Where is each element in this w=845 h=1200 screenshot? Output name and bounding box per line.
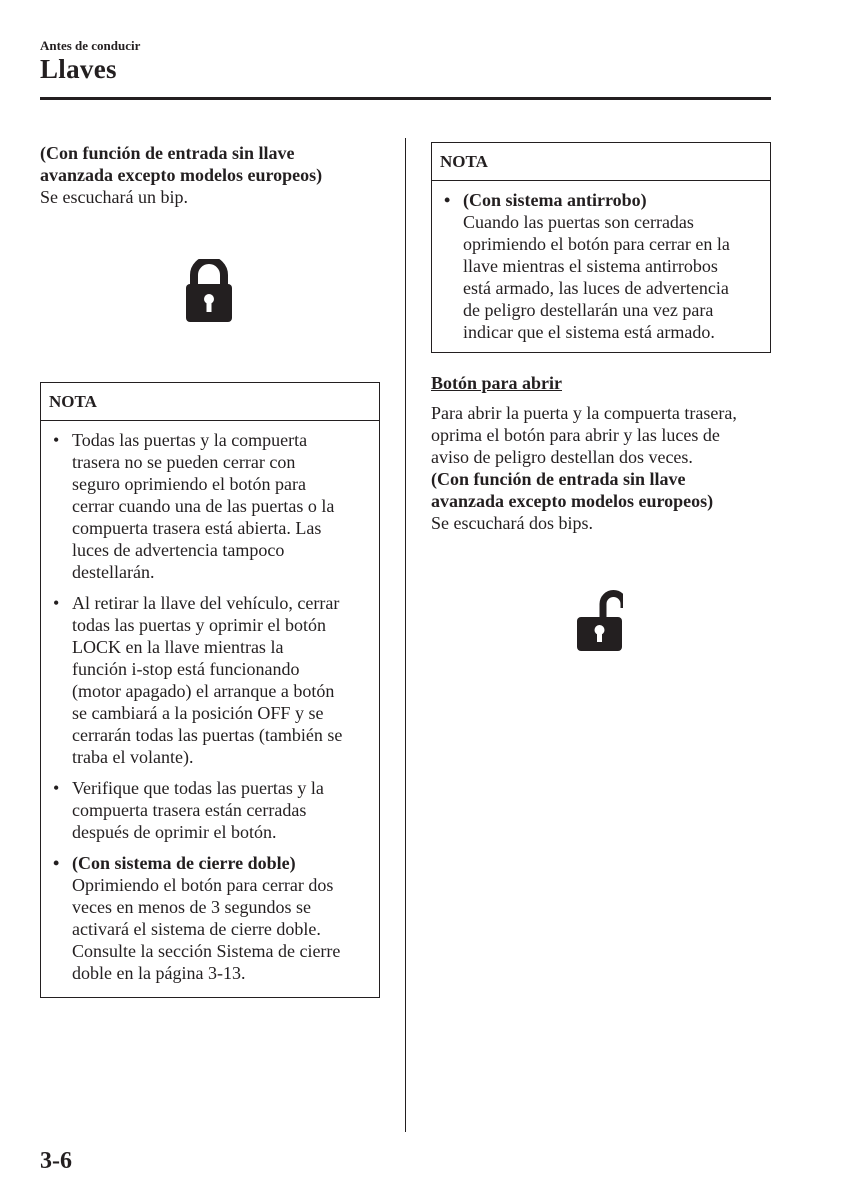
note-line: LOCK en la llave mientras la <box>72 637 284 657</box>
paragraph-line: oprima el botón para abrir y las luces de <box>431 425 720 445</box>
list-item <box>41 429 379 583</box>
note-line: activará el sistema de cierre doble. <box>72 919 321 939</box>
note-line: Cuando las puertas son cerradas <box>463 212 694 232</box>
bullet: • <box>53 778 60 798</box>
bullet: • <box>53 430 60 450</box>
subheading-unlock-button: Botón para abrir <box>431 373 563 393</box>
list-item <box>41 592 379 768</box>
note-line: Consulte la sección Sistema de cierre <box>72 941 341 961</box>
note-line: luces de advertencia tampoco <box>72 540 285 560</box>
note-line: doble en la página 3-13. <box>72 963 246 983</box>
note-line: destellarán. <box>72 562 155 582</box>
note-line: cerrar cuando una de las puertas o la <box>72 496 335 516</box>
paragraph-line: Para abrir la puerta y la compuerta trasera, <box>431 403 737 423</box>
right-note-list <box>432 181 770 343</box>
open-padlock-icon <box>577 586 623 652</box>
page-number: 3-6 <box>40 1148 72 1174</box>
right-body <box>431 372 781 534</box>
list-item <box>432 189 770 343</box>
paragraph-line: aviso de peligro destellan dos veces. <box>431 447 693 467</box>
left-note-box <box>40 382 380 998</box>
note-item-heading: (Con sistema antirrobo) <box>463 190 647 210</box>
cond-heading-line-1: (Con función de entrada sin llave <box>431 469 686 489</box>
bullet: • <box>53 593 60 613</box>
right-note-box <box>431 142 771 353</box>
note-line: después de oprimir el botón. <box>72 822 277 842</box>
note-line: trasera no se pueden cerrar con <box>72 452 296 472</box>
bullet: • <box>444 190 451 210</box>
note-item-heading: (Con sistema de cierre doble) <box>72 853 296 873</box>
note-line: Oprimiendo el botón para cerrar dos <box>72 875 334 895</box>
column-divider <box>405 138 406 1132</box>
bullet: • <box>53 853 60 873</box>
closed-padlock-icon <box>185 259 233 323</box>
note-line: Al retirar la llave del vehículo, cerrar <box>72 593 340 613</box>
cond-heading-line-2: avanzada excepto modelos europeos) <box>431 491 714 511</box>
note-line: indicar que el sistema está armado. <box>463 322 715 342</box>
right-note-title: NOTA <box>432 143 770 181</box>
note-line: Todas las puertas y la compuerta <box>72 430 308 450</box>
intro-text: Se escuchará un bip. <box>40 187 188 207</box>
header-rule <box>40 97 771 100</box>
left-note-list <box>41 421 379 984</box>
left-note-title: NOTA <box>41 383 379 421</box>
intro-heading-line-2: avanzada excepto modelos europeos) <box>40 165 323 185</box>
note-line: oprimiendo el botón para cerrar en la <box>463 234 730 254</box>
page-title: Llaves <box>40 54 117 84</box>
note-line: seguro oprimiendo el botón para <box>72 474 306 494</box>
note-line: de peligro destellarán una vez para <box>463 300 714 320</box>
note-line: compuerta trasera están cerradas <box>72 800 307 820</box>
note-line: todas las puertas y oprimir el botón <box>72 615 326 635</box>
note-line: cerrarán todas las puertas (también se <box>72 725 343 745</box>
note-line: Verifique que todas las puertas y la <box>72 778 324 798</box>
left-intro <box>40 142 390 208</box>
list-item <box>41 852 379 984</box>
note-line: está armado, las luces de advertencia <box>463 278 729 298</box>
cond-text: Se escuchará dos bips. <box>431 513 593 533</box>
note-line: traba el volante). <box>72 747 194 767</box>
list-item <box>41 777 379 843</box>
intro-heading-line-1: (Con función de entrada sin llave <box>40 143 295 163</box>
paragraph <box>431 402 781 468</box>
note-line: compuerta trasera está abierta. Las <box>72 518 322 538</box>
section-label: Antes de conducir <box>40 38 141 53</box>
note-line: función i-stop está funcionando <box>72 659 300 679</box>
note-line: llave mientras el sistema antirrobos <box>463 256 718 276</box>
note-line: veces en menos de 3 segundos se <box>72 897 311 917</box>
note-line: se cambiará a la posición OFF y se <box>72 703 324 723</box>
note-line: (motor apagado) el arranque a botón <box>72 681 335 701</box>
